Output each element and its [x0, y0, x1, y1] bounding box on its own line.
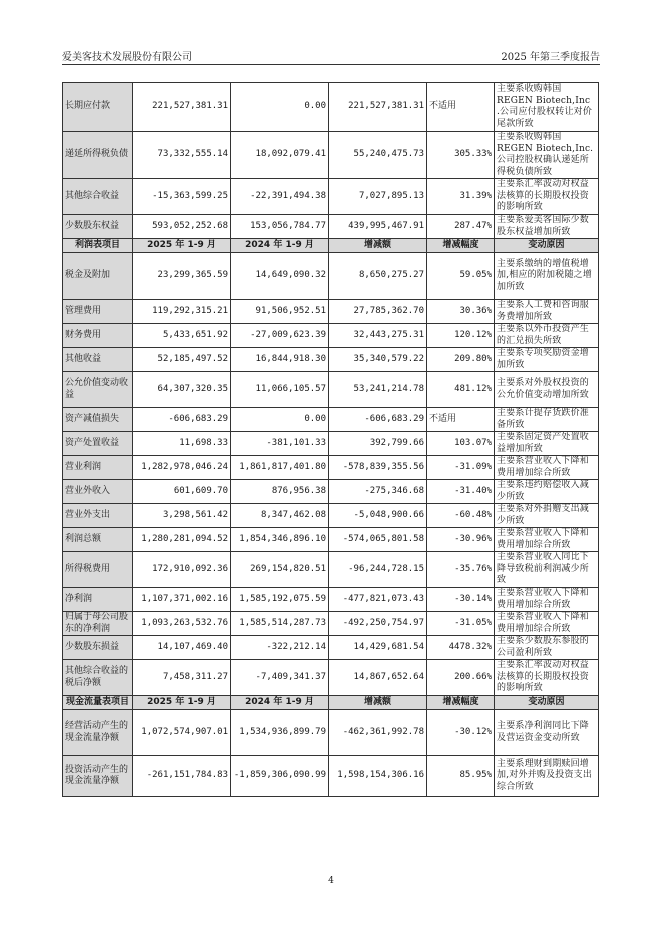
- financial-changes-table: [62, 82, 599, 797]
- row-change-reason: 主要系收购韩国 REGEN Biotech,Inc .公司应付股权转让对价尾款所致: [495, 83, 599, 132]
- page-header: [62, 44, 600, 65]
- row-change-amount: 55,240,475.73: [329, 132, 427, 179]
- table-row: [63, 432, 599, 456]
- row-change-amount: 14,429,681.54: [329, 636, 427, 660]
- row-change-pct: 200.66%: [427, 660, 495, 696]
- row-change-reason: 主要系少数股东参股的公司盈利所致: [495, 636, 599, 660]
- row-item: 营业外支出: [63, 504, 133, 528]
- row-item: 其他收益: [63, 348, 133, 372]
- row-change-pct: -31.05%: [427, 612, 495, 636]
- row-prior-value: 876,956.38: [231, 480, 329, 504]
- row-current-value: 1,280,281,094.52: [133, 528, 231, 552]
- header-cell-change: 增减额: [329, 239, 427, 253]
- row-current-value: 11,698.33: [133, 432, 231, 456]
- row-prior-value: 153,056,784.77: [231, 215, 329, 239]
- row-item: 所得税费用: [63, 552, 133, 588]
- row-change-amount: -477,821,073.43: [329, 588, 427, 612]
- row-current-value: 119,292,315.21: [133, 300, 231, 324]
- row-change-reason: 主要系对外捐赠支出减少所致: [495, 504, 599, 528]
- row-prior-value: 0.00: [231, 408, 329, 432]
- row-item: 归属于母公司股东的净利润: [63, 612, 133, 636]
- section-header-row: [63, 239, 599, 253]
- row-current-value: 1,282,978,046.24: [133, 456, 231, 480]
- row-item: 净利润: [63, 588, 133, 612]
- row-change-reason: 主要系理财到期赎回增加,对外并购及投资支出综合所致: [495, 756, 599, 797]
- row-change-amount: 221,527,381.31: [329, 83, 427, 132]
- row-change-pct: -30.96%: [427, 528, 495, 552]
- table-row: [63, 324, 599, 348]
- row-item: 资产减值损失: [63, 408, 133, 432]
- row-current-value: 593,052,252.68: [133, 215, 231, 239]
- row-change-amount: 8,650,275.27: [329, 253, 427, 300]
- row-change-reason: 主要系汇率波动对权益法核算的长期股权投资的影响所致: [495, 660, 599, 696]
- row-item: 管理费用: [63, 300, 133, 324]
- row-prior-value: -7,409,341.37: [231, 660, 329, 696]
- row-change-amount: -275,346.68: [329, 480, 427, 504]
- row-change-pct: 305.33%: [427, 132, 495, 179]
- row-prior-value: -322,212.14: [231, 636, 329, 660]
- row-item: 公允价值变动收益: [63, 372, 133, 408]
- row-change-pct: -30.14%: [427, 588, 495, 612]
- table-row: [63, 612, 599, 636]
- row-current-value: 1,107,371,002.16: [133, 588, 231, 612]
- row-change-amount: -578,839,355.56: [329, 456, 427, 480]
- table-row: [63, 83, 599, 132]
- row-prior-value: -381,101.33: [231, 432, 329, 456]
- page-number: 4: [328, 876, 334, 886]
- table-body: [63, 83, 599, 797]
- row-change-pct: 4478.32%: [427, 636, 495, 660]
- row-change-pct: -35.76%: [427, 552, 495, 588]
- row-change-pct: -30.12%: [427, 710, 495, 756]
- header-cell-item: 现金流量表项目: [63, 696, 133, 710]
- table-row: [63, 348, 599, 372]
- row-change-amount: 14,867,652.64: [329, 660, 427, 696]
- row-current-value: 3,298,561.42: [133, 504, 231, 528]
- row-prior-value: 1,854,346,896.10: [231, 528, 329, 552]
- table-row: [63, 372, 599, 408]
- row-item: 少数股东损益: [63, 636, 133, 660]
- row-change-pct: 287.47%: [427, 215, 495, 239]
- row-change-pct: -31.09%: [427, 456, 495, 480]
- row-change-pct: 不适用: [427, 83, 495, 132]
- row-current-value: 14,107,469.40: [133, 636, 231, 660]
- row-change-reason: 主要系营业收入下降和费用增加综合所致: [495, 588, 599, 612]
- row-change-pct: -60.48%: [427, 504, 495, 528]
- table-row: [63, 215, 599, 239]
- row-prior-value: 91,506,952.51: [231, 300, 329, 324]
- row-item: 其他综合收益: [63, 179, 133, 215]
- row-change-amount: 439,995,467.91: [329, 215, 427, 239]
- row-change-reason: 主要系人工费和咨询服务费增加所致: [495, 300, 599, 324]
- header-cell-current: 2025 年 1-9 月: [133, 696, 231, 710]
- row-item: 长期应付款: [63, 83, 133, 132]
- table-row: [63, 408, 599, 432]
- table-row: [63, 660, 599, 696]
- row-change-pct: 103.07%: [427, 432, 495, 456]
- section-header-row: [63, 696, 599, 710]
- row-change-amount: -462,361,992.78: [329, 710, 427, 756]
- row-change-amount: 35,340,579.22: [329, 348, 427, 372]
- row-item: 营业外收入: [63, 480, 133, 504]
- row-item: 投资活动产生的现金流量净额: [63, 756, 133, 797]
- row-prior-value: -27,009,623.39: [231, 324, 329, 348]
- row-change-pct: 209.80%: [427, 348, 495, 372]
- row-change-amount: -96,244,728.15: [329, 552, 427, 588]
- row-prior-value: 269,154,820.51: [231, 552, 329, 588]
- row-prior-value: 8,347,462.08: [231, 504, 329, 528]
- table-row: [63, 132, 599, 179]
- table-row: [63, 528, 599, 552]
- row-change-reason: 主要系营业收入同比下降导致税前利润减少所致: [495, 552, 599, 588]
- row-change-amount: 7,027,895.13: [329, 179, 427, 215]
- row-change-amount: -5,048,900.66: [329, 504, 427, 528]
- row-change-reason: 主要系以外币投资产生的汇兑损失所致: [495, 324, 599, 348]
- header-cell-prior: 2024 年 1-9 月: [231, 239, 329, 253]
- row-change-reason: 主要系对外股权投资的公允价值变动增加所致: [495, 372, 599, 408]
- row-current-value: 601,609.70: [133, 480, 231, 504]
- row-change-reason: 主要系净利润同比下降及营运资金变动所致: [495, 710, 599, 756]
- row-current-value: 172,910,092.36: [133, 552, 231, 588]
- row-prior-value: 1,585,514,287.73: [231, 612, 329, 636]
- row-change-amount: 53,241,214.78: [329, 372, 427, 408]
- row-change-reason: 主要系营业收入下降和费用增加综合所致: [495, 456, 599, 480]
- table-row: [63, 480, 599, 504]
- row-prior-value: 16,844,918.30: [231, 348, 329, 372]
- row-item: 经营活动产生的现金流量净额: [63, 710, 133, 756]
- row-change-amount: 27,785,362.70: [329, 300, 427, 324]
- table-row: [63, 756, 599, 797]
- header-cell-item: 利润表项目: [63, 239, 133, 253]
- table-row: [63, 253, 599, 300]
- table-row: [63, 504, 599, 528]
- header-cell-current: 2025 年 1-9 月: [133, 239, 231, 253]
- row-change-amount: -606,683.29: [329, 408, 427, 432]
- row-change-reason: 主要系营业收入下降和费用增加综合所致: [495, 528, 599, 552]
- row-change-reason: 主要系违约赔偿收入减少所致: [495, 480, 599, 504]
- table-row: [63, 636, 599, 660]
- company-name: 爱美客技术发展股份有限公司: [62, 52, 192, 63]
- row-current-value: 7,458,311.27: [133, 660, 231, 696]
- row-current-value: 64,307,320.35: [133, 372, 231, 408]
- row-current-value: 73,332,555.14: [133, 132, 231, 179]
- table-row: [63, 710, 599, 756]
- row-change-reason: 主要系专项奖励资金增加所致: [495, 348, 599, 372]
- row-prior-value: 1,585,192,075.59: [231, 588, 329, 612]
- row-current-value: 1,072,574,907.01: [133, 710, 231, 756]
- row-current-value: -15,363,599.25: [133, 179, 231, 215]
- row-change-amount: 1,598,154,306.16: [329, 756, 427, 797]
- header-cell-reason: 变动原因: [495, 239, 599, 253]
- row-change-pct: -31.40%: [427, 480, 495, 504]
- row-change-reason: 主要系营业收入下降和费用增加综合所致: [495, 612, 599, 636]
- row-current-value: 52,185,497.52: [133, 348, 231, 372]
- row-change-amount: 32,443,275.31: [329, 324, 427, 348]
- row-current-value: 1,093,263,532.76: [133, 612, 231, 636]
- row-current-value: -261,151,784.83: [133, 756, 231, 797]
- row-current-value: -606,683.29: [133, 408, 231, 432]
- table-row: [63, 300, 599, 324]
- row-prior-value: 1,534,936,899.79: [231, 710, 329, 756]
- row-prior-value: 11,066,105.57: [231, 372, 329, 408]
- row-item: 其他综合收益的税后净额: [63, 660, 133, 696]
- row-change-reason: 主要系汇率波动对权益法核算的长期股权投资的影响所致: [495, 179, 599, 215]
- row-change-pct: 481.12%: [427, 372, 495, 408]
- row-current-value: 23,299,365.59: [133, 253, 231, 300]
- row-prior-value: -1,859,306,090.99: [231, 756, 329, 797]
- row-change-pct: 59.05%: [427, 253, 495, 300]
- row-change-amount: -492,250,754.97: [329, 612, 427, 636]
- row-change-reason: 主要系爱美客国际少数股东权益增加所致: [495, 215, 599, 239]
- row-item: 利润总额: [63, 528, 133, 552]
- row-item: 递延所得税负债: [63, 132, 133, 179]
- row-prior-value: -22,391,494.38: [231, 179, 329, 215]
- row-current-value: 5,433,651.92: [133, 324, 231, 348]
- row-item: 少数股东权益: [63, 215, 133, 239]
- header-cell-change: 增减额: [329, 696, 427, 710]
- row-item: 营业利润: [63, 456, 133, 480]
- header-cell-prior: 2024 年 1-9 月: [231, 696, 329, 710]
- row-item: 税金及附加: [63, 253, 133, 300]
- table-row: [63, 179, 599, 215]
- row-change-amount: 392,799.66: [329, 432, 427, 456]
- row-change-pct: 120.12%: [427, 324, 495, 348]
- row-change-pct: 85.95%: [427, 756, 495, 797]
- row-change-reason: 主要系收购韩国 REGEN Biotech,Inc. 公司控股权确认递延所得税负债所致: [495, 132, 599, 179]
- header-cell-reason: 变动原因: [495, 696, 599, 710]
- table-row: [63, 588, 599, 612]
- report-title: 2025 年第三季度报告: [501, 52, 600, 63]
- header-cell-pct: 增减幅度: [427, 696, 495, 710]
- row-current-value: 221,527,381.31: [133, 83, 231, 132]
- header-cell-pct: 增减幅度: [427, 239, 495, 253]
- row-prior-value: 18,092,079.41: [231, 132, 329, 179]
- row-item: 财务费用: [63, 324, 133, 348]
- row-change-reason: 主要系计提存货跌价准备所致: [495, 408, 599, 432]
- row-change-amount: -574,065,801.58: [329, 528, 427, 552]
- row-change-pct: 不适用: [427, 408, 495, 432]
- table-row: [63, 552, 599, 588]
- row-prior-value: 14,649,090.32: [231, 253, 329, 300]
- row-change-pct: 30.36%: [427, 300, 495, 324]
- row-prior-value: 0.00: [231, 83, 329, 132]
- row-prior-value: 1,861,817,401.80: [231, 456, 329, 480]
- row-change-pct: 31.39%: [427, 179, 495, 215]
- table-row: [63, 456, 599, 480]
- row-change-reason: 主要系固定资产处置收益增加所致: [495, 432, 599, 456]
- row-change-reason: 主要系缴纳的增值税增加,相应的附加税随之增加所致: [495, 253, 599, 300]
- row-item: 资产处置收益: [63, 432, 133, 456]
